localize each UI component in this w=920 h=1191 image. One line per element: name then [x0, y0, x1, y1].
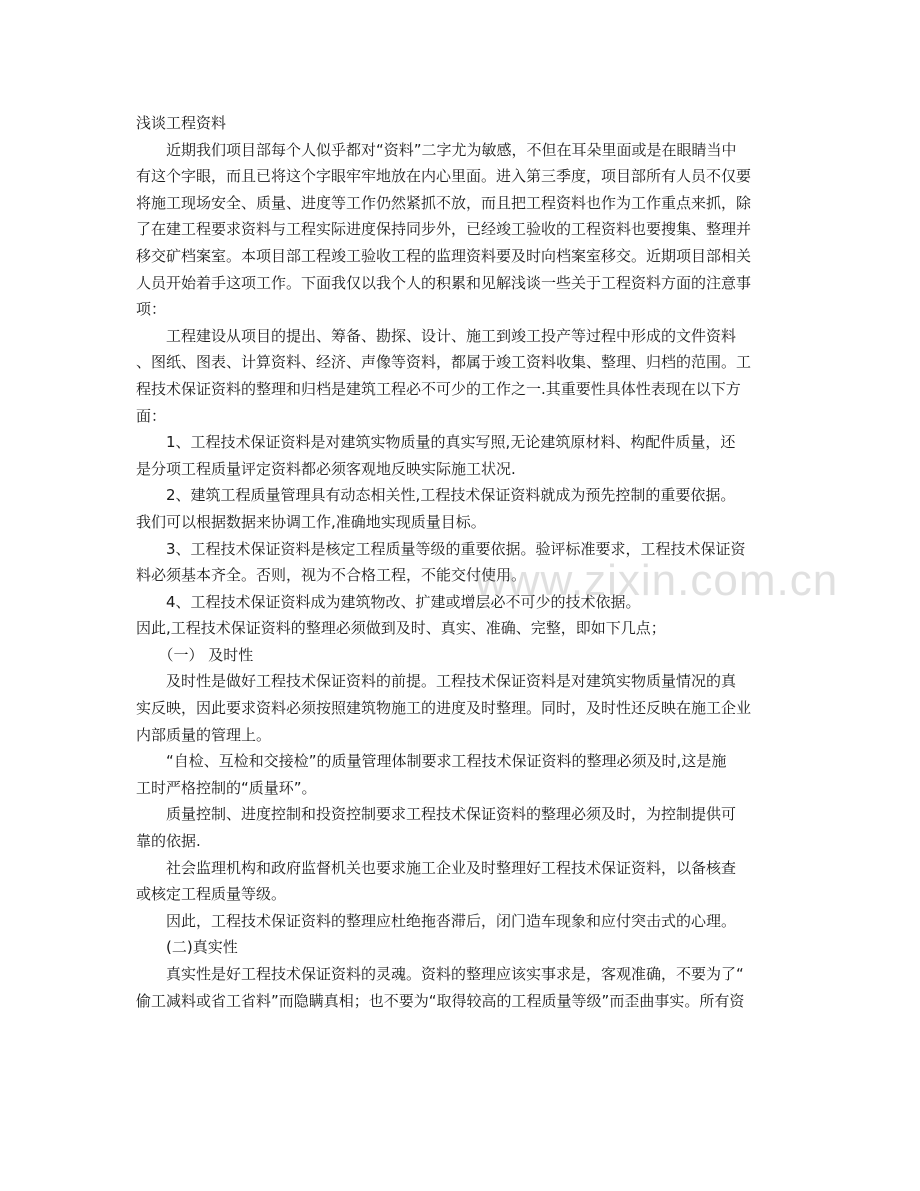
- body-line: 靠的依据.: [136, 832, 201, 851]
- body-line: 是分项工程质量评定资料都必须客观地反映实际施工状况.: [136, 459, 516, 478]
- body-line: 人员开始着手这项工作。下面我仅以我个人的积累和见解浅谈一些关于工程资料方面的注意事: [136, 273, 752, 292]
- body-line: 工程建设从项目的提出、筹备、勘探、设计、施工到竣工投产等过程中形成的文件资料: [136, 326, 737, 345]
- document-body: [136, 137, 784, 1015]
- body-line: 工时严格控制的“质量环”。: [136, 778, 317, 797]
- body-line: 因此，工程技术保证资料的整理应杜绝拖沓滞后，闭门造车现象和应付突击式的心理。: [136, 911, 737, 930]
- body-line: 我们可以根据数据来协调工作,准确地实现质量目标。: [136, 512, 486, 531]
- body-line: 移交矿档案室。本项目部工程竣工验收工程的监理资料要及时向档案室移交。近期项目部相关: [136, 246, 752, 265]
- body-line: 实反映，因此要求资料必须按照建筑物施工的进度及时整理。同时，及时性还反映在施工企业: [136, 699, 752, 718]
- body-line: 4、工程技术保证资料成为建筑物改、扩建或增层必不可少的技术依据。: [136, 592, 641, 611]
- body-line: 了在建工程要求资料与工程实际进度保持同步外，已经竣工验收的工程资料也要搜集、整理并: [136, 220, 752, 239]
- document-title: 浅谈工程资料: [136, 114, 227, 132]
- body-line: 真实性是好工程技术保证资料的灵魂。资料的整理应该实事求是，客观准确，不要为了“: [136, 965, 744, 983]
- section-heading: （一） 及时性: [136, 645, 254, 664]
- body-line: 有这个字眼，而且已将这个字眼牢牢地放在内心里面。进入第三季度，项目部所有人员不仅要: [136, 167, 752, 186]
- body-line: 因此,工程技术保证资料的整理必须做到及时、真实、准确、完整，即如下几点；: [136, 619, 666, 638]
- section-heading: (二)真实性: [136, 938, 238, 957]
- body-line: 、图纸、图表、计算资料、经济、声像等资料，都属于竣工资料收集、整理、归档的范围。工: [136, 353, 752, 372]
- body-line: 3、工程技术保证资料是核定工程质量等级的重要依据。验评标准要求，工程技术保证资: [136, 539, 746, 558]
- body-line: 社会监理机构和政府监督机关也要求施工企业及时整理好工程技术保证资料，以备核查: [136, 858, 737, 877]
- body-line: 内部质量的管理上。: [136, 725, 272, 744]
- watermark: www.zixin.com.cn: [475, 556, 839, 605]
- body-line: 近期我们项目部每个人似乎都对“资料”二字尤为敏感，不但在耳朵里面或是在眼睛当中: [136, 140, 737, 159]
- body-line: 项：: [136, 300, 167, 319]
- body-line: 程技术保证资料的整理和归档是建筑工程必不可少的工作之一.其重要性具体性表现在以下方: [136, 379, 741, 398]
- body-line: 或核定工程质量等级。: [136, 885, 287, 904]
- document-page: [136, 110, 784, 1014]
- body-line: 偷工减料或省工省料”而隐瞒真相；也不要为“取得较高的工程质量等级”而歪曲事实。所有资: [136, 991, 745, 1010]
- body-line: 2、建筑工程质量管理具有动态相关性,工程技术保证资料就成为预先控制的重要依据。: [136, 486, 736, 505]
- body-line: “自检、互检和交接检”的质量管理体制要求工程技术保证资料的整理必须及时,这是施: [136, 752, 727, 771]
- body-line: 将施工现场安全、质量、进度等工作仍然紧抓不放，而且把工程资料也作为工作重点来抓，除: [136, 193, 752, 212]
- body-line: 面：: [136, 406, 167, 425]
- body-line: 1、工程技术保证资料是对建筑实物质量的真实写照,无论建筑原材料、构配件质量，还: [136, 433, 736, 452]
- body-line: 料必须基本齐全。否则，视为不合格工程，不能交付使用。: [136, 566, 527, 585]
- body-line: 质量控制、进度控制和投资控制要求工程技术保证资料的整理必须及时，为控制提供可: [136, 805, 737, 824]
- body-line: 及时性是做好工程技术保证资料的前提。工程技术保证资料是对建筑实物质量情况的真: [136, 672, 737, 691]
